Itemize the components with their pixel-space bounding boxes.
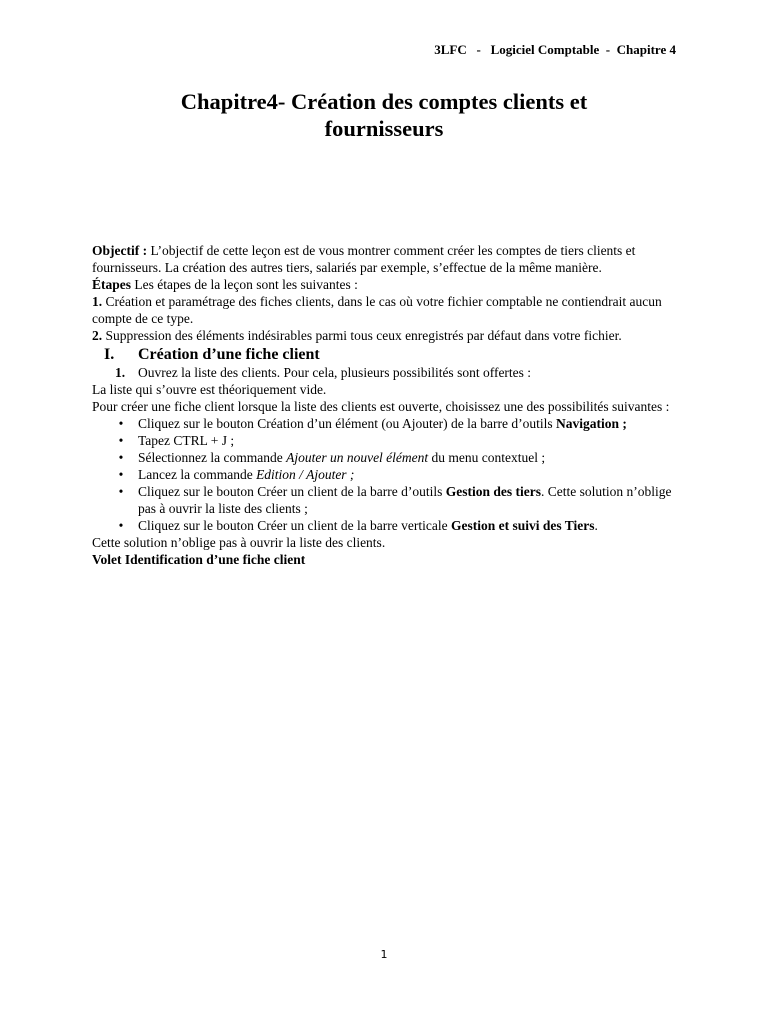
etapes-text: Les étapes de la leçon sont les suivantes :	[131, 277, 358, 292]
bullet-icon: •	[118, 433, 124, 448]
item-text: Lancez la commande	[138, 467, 257, 482]
list-item	[92, 517, 682, 534]
body-paragraph: Cette solution n’oblige pas à ouvrir la liste des clients.	[92, 535, 386, 550]
bullet-icon: •	[118, 484, 124, 499]
options-list	[92, 415, 682, 534]
item-italic: Edition / Ajouter ;	[256, 467, 355, 482]
step-number: 1.	[115, 365, 126, 380]
list-item	[92, 483, 682, 517]
item-text: Cliquez sur le bouton Création d’un élément (ou Ajouter) de la barre d’outils	[138, 416, 557, 431]
item-text-post: .	[594, 518, 598, 533]
item-text-post: du menu contextuel ;	[428, 450, 546, 465]
page-number: 1	[380, 948, 388, 961]
header-course: 3LFC	[434, 42, 467, 57]
etape-number: 1.	[92, 294, 103, 309]
bullet-icon: •	[118, 450, 124, 465]
item-bold: Gestion et suivi des Tiers	[451, 518, 595, 533]
etape-text: Création et paramétrage des fiches clients, dans le cas où votre fichier comptable ne contiendrait aucun compte de ce type.	[92, 294, 662, 326]
etapes-label: Étapes	[92, 277, 132, 292]
item-text: Tapez CTRL + J ;	[138, 433, 235, 448]
etape-item-2	[92, 327, 682, 344]
title-line-2: fournisseurs	[324, 116, 444, 141]
body-paragraph: Pour créer une fiche client lorsque la liste des clients est ouverte, choisissez une des possibilités suivantes :	[92, 399, 670, 414]
list-item	[92, 449, 682, 466]
etape-number: 2.	[92, 328, 103, 343]
section-title: Création d’une fiche client	[138, 346, 320, 363]
section-heading	[92, 345, 682, 364]
item-bold: Navigation ;	[556, 416, 627, 431]
item-text-post: . Cette solution n’oblige pas à ouvrir la liste des clients ;	[138, 484, 672, 516]
header-separator: -	[605, 42, 611, 57]
etape-item-1	[92, 293, 682, 327]
item-bold: Gestion des tiers	[445, 484, 542, 499]
objectif-label: Objectif :	[92, 243, 148, 258]
subsection-heading: Volet Identification d’une fiche client	[92, 552, 306, 567]
body-paragraph: La liste qui s’ouvre est théoriquement vide.	[92, 382, 327, 397]
header-subject: Logiciel Comptable	[490, 42, 600, 57]
objectif-text: L’objectif de cette leçon est de vous montrer comment créer les comptes de tiers clients et fournisseurs. La création des autres tiers, salariés par exemple, s’effectue de la même manière.	[92, 243, 636, 275]
header-separator: -	[476, 42, 481, 57]
objectif-paragraph	[92, 242, 682, 276]
bullet-icon: •	[118, 518, 124, 533]
bullet-icon: •	[118, 416, 124, 431]
list-item	[92, 432, 682, 449]
item-text: Cliquez sur le bouton Créer un client de la barre verticale	[138, 518, 451, 533]
document-body	[92, 242, 682, 568]
item-text: Cliquez sur le bouton Créer un client de la barre d’outils	[138, 484, 446, 499]
running-header	[434, 42, 676, 58]
etapes-paragraph	[92, 276, 682, 293]
numbered-step-1	[92, 364, 682, 381]
item-italic: Ajouter un nouvel élément	[286, 450, 429, 465]
etape-text: Suppression des éléments indésirables parmi tous ceux enregistrés par défaut dans votre fichier.	[102, 328, 622, 343]
bullet-icon: •	[118, 467, 124, 482]
section-number: I.	[104, 346, 115, 363]
page-title	[92, 88, 676, 142]
item-text: Sélectionnez la commande	[138, 450, 287, 465]
list-item	[92, 415, 682, 432]
list-item	[92, 466, 682, 483]
header-chapter: Chapitre 4	[616, 42, 676, 57]
title-line-1: Chapitre4- Création des comptes clients et	[180, 89, 588, 114]
step-text: Ouvrez la liste des clients. Pour cela, plusieurs possibilités sont offertes :	[138, 365, 532, 380]
